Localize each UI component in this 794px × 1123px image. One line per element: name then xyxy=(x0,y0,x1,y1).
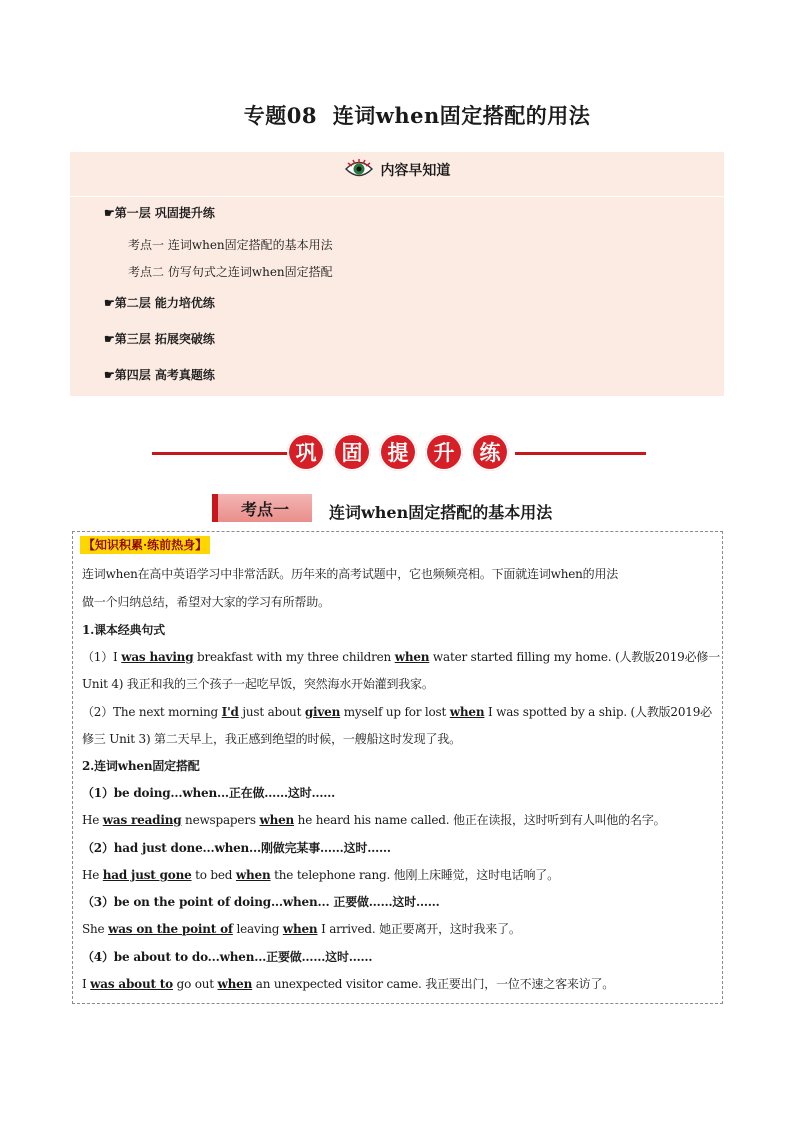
key-phrase: had just gone xyxy=(102,868,192,882)
text: He xyxy=(82,868,103,882)
banner-char: 巩 xyxy=(287,433,325,471)
overview-level-1[interactable]: ☛第一层 巩固提升练 xyxy=(104,206,215,220)
text: I xyxy=(82,977,91,991)
key-word: when xyxy=(259,813,295,827)
example-2-line-1 xyxy=(82,703,712,720)
key-word: when xyxy=(235,868,271,882)
key-phrase: was reading xyxy=(102,813,182,827)
text: （2）The next morning xyxy=(82,705,222,719)
overview-header xyxy=(70,158,724,184)
text: an unexpected visitor came. 我正要出门，一位不速之客来访了。 xyxy=(252,977,615,991)
key-word: when xyxy=(449,705,485,719)
key-word: when xyxy=(282,922,318,936)
key-phrase: given xyxy=(304,705,341,719)
text: myself up for lost xyxy=(340,705,450,719)
banner-char: 练 xyxy=(471,433,509,471)
key-word: when xyxy=(394,650,430,664)
pattern-2-example xyxy=(82,866,559,883)
example-2-line-2: 修三 Unit 3) 第二天早上，我正感到绝望的时候，一艘船这时发现了我。 xyxy=(82,732,461,746)
pattern-1-example xyxy=(82,811,665,828)
kaodian-tab: 考点一 xyxy=(212,494,312,522)
banner-line-right xyxy=(515,452,646,455)
section-heading-1: 1.课本经典句式 xyxy=(82,623,165,637)
intro-line-1: 连词when在高中英语学习中非常活跃。历年来的高考试题中，它也频频亮相。下面就连词when的用法 xyxy=(82,567,619,581)
pattern-4-heading: （4）be about to do...when...正要做……这时…… xyxy=(82,950,373,964)
intro-line-2: 做一个归纳总结，希望对大家的学习有所帮助。 xyxy=(82,595,330,609)
text: water started filling my home. (人教版2019必修一 xyxy=(429,650,720,664)
text: he heard his name called. 他正在读报，这时听到有人叫他的名字。 xyxy=(294,813,666,827)
banner-line-left xyxy=(152,452,287,455)
title-prefix: 专题08 xyxy=(243,103,317,128)
document-title xyxy=(0,100,794,130)
overview-header-text: 内容早知道 xyxy=(380,163,451,179)
text: I arrived. 她正要离开，这时我来了。 xyxy=(317,922,521,936)
text: He xyxy=(82,813,103,827)
pattern-3-example xyxy=(82,920,521,937)
text: I was spotted by a ship. (人教版2019必 xyxy=(484,705,712,719)
text: to bed xyxy=(191,868,236,882)
text: （1）I xyxy=(82,650,122,664)
overview-level-4[interactable]: ☛第四层 高考真题练 xyxy=(104,368,215,382)
overview-level-3[interactable]: ☛第三层 拓展突破练 xyxy=(104,332,215,346)
example-1-line-2: Unit 4) 我正和我的三个孩子一起吃早饭，突然海水开始灌到我家。 xyxy=(82,677,434,691)
pattern-2-heading: （2）had just done...when...刚做完某事……这时…… xyxy=(82,841,391,855)
overview-panel xyxy=(70,152,724,396)
banner-char: 固 xyxy=(333,433,371,471)
eye-icon xyxy=(344,158,374,184)
pattern-1-heading: （1）be doing...when...正在做……这时…… xyxy=(82,786,336,800)
key-phrase: was on the point of xyxy=(108,922,233,936)
overview-point-2[interactable]: 考点二 仿写句式之连词when固定搭配 xyxy=(128,265,333,279)
text: newspapers xyxy=(181,813,260,827)
text: She xyxy=(82,922,109,936)
overview-point-1[interactable]: 考点一 连词when固定搭配的基本用法 xyxy=(128,238,333,252)
title-main: 连词when固定搭配的用法 xyxy=(332,103,591,128)
kaodian-title: 连词when固定搭配的基本用法 xyxy=(329,503,553,522)
banner-char: 升 xyxy=(425,433,463,471)
text: the telephone rang. 他刚上床睡觉，这时电话响了。 xyxy=(270,868,559,882)
key-phrase: was about to xyxy=(90,977,173,991)
section-banner xyxy=(287,433,509,473)
example-1-line-1 xyxy=(82,648,720,665)
key-phrase: was having xyxy=(121,650,194,664)
text: breakfast with my three children xyxy=(193,650,395,664)
text: leaving xyxy=(232,922,283,936)
key-word: when xyxy=(217,977,253,991)
pattern-4-example xyxy=(82,975,614,992)
section-heading-2: 2.连词when固定搭配 xyxy=(82,759,200,773)
pattern-3-heading: （3）be on the point of doing...when... 正要做……这时…… xyxy=(82,895,440,909)
key-phrase: I'd xyxy=(221,705,239,719)
text: just about xyxy=(238,705,305,719)
knowledge-tag: 【知识积累·练前热身】 xyxy=(80,536,210,554)
banner-char: 提 xyxy=(379,433,417,471)
text: go out xyxy=(172,977,218,991)
overview-level-2[interactable]: ☛第二层 能力培优练 xyxy=(104,296,215,310)
overview-divider xyxy=(70,196,724,197)
